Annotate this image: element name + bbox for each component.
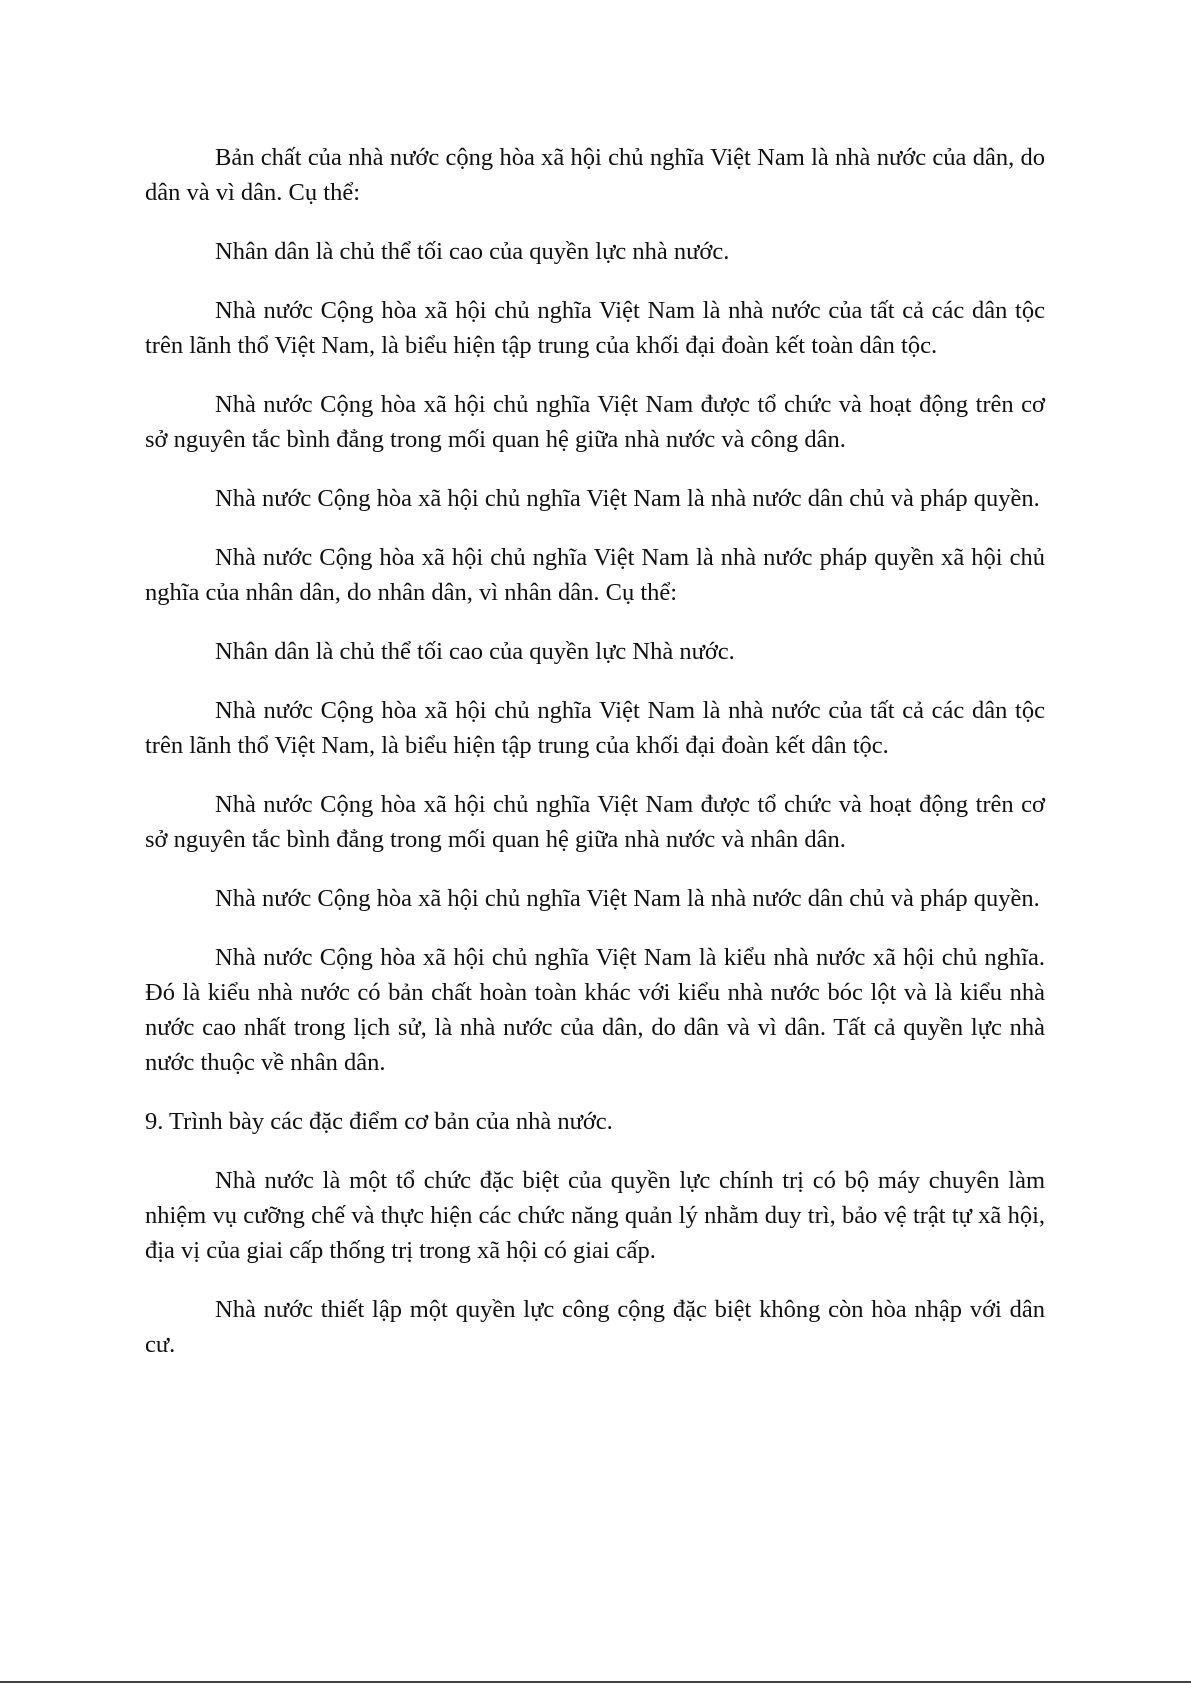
answer-paragraph: Nhà nước thiết lập một quyền lực công cộng đặc biệt không còn hòa nhập với dân cư.: [145, 1296, 1045, 1358]
paragraph: Nhà nước Cộng hòa xã hội chủ nghĩa Việt Nam là nhà nước của tất cả các dân tộc trên lãnh thổ Việt Nam, là biểu hiện tập trung của khối đại đoàn kết dân tộc.: [145, 697, 1045, 759]
paragraph: Nhà nước Cộng hòa xã hội chủ nghĩa Việt Nam được tổ chức và hoạt động trên cơ sở nguyên tắc bình đẳng trong mối quan hệ giữa nhà nước và công dân.: [145, 391, 1045, 453]
paragraph: Nhà nước Cộng hòa xã hội chủ nghĩa Việt Nam là nhà nước của tất cả các dân tộc trên lãnh thổ Việt Nam, là biểu hiện tập trung của khối đại đoàn kết toàn dân tộc.: [145, 297, 1045, 359]
paragraph: Nhà nước Cộng hòa xã hội chủ nghĩa Việt Nam là kiểu nhà nước xã hội chủ nghĩa. Đó là kiểu nhà nước có bản chất hoàn toàn khác với kiểu nhà nước bóc lột và là kiểu nhà nước cao nhất trong lịch sử, là nhà nước của dân, do dân và vì dân. Tất cả quyền lực nhà nước thuộc về nhân dân.: [145, 944, 1045, 1076]
paragraph: Bản chất của nhà nước cộng hòa xã hội chủ nghĩa Việt Nam là nhà nước của dân, do dân và vì dân. Cụ thể:: [145, 144, 1045, 206]
paragraph: Nhà nước Cộng hòa xã hội chủ nghĩa Việt Nam là nhà nước pháp quyền xã hội chủ nghĩa của nhân dân, do nhân dân, vì nhân dân. Cụ thể:: [145, 544, 1045, 606]
paragraph: Nhà nước Cộng hòa xã hội chủ nghĩa Việt Nam được tổ chức và hoạt động trên cơ sở nguyên tắc bình đẳng trong mối quan hệ giữa nhà nước và nhân dân.: [145, 791, 1045, 853]
paragraph: Nhân dân là chủ thể tối cao của quyền lực nhà nước.: [215, 238, 730, 265]
page-bottom-border: [0, 1681, 1191, 1683]
answer-paragraph: Nhà nước là một tổ chức đặc biệt của quyền lực chính trị có bộ máy chuyên làm nhiệm vụ cưỡng chế và thực hiện các chức năng quản lý nhằm duy trì, bảo vệ trật tự xã hội, địa vị của giai cấp thống trị trong xã hội có giai cấp.: [145, 1167, 1045, 1264]
paragraph: Nhà nước Cộng hòa xã hội chủ nghĩa Việt Nam là nhà nước dân chủ và pháp quyền.: [215, 485, 1040, 512]
question-heading: 9. Trình bày các đặc điểm cơ bản của nhà nước.: [145, 1108, 613, 1135]
paragraph: Nhân dân là chủ thể tối cao của quyền lực Nhà nước.: [215, 638, 735, 665]
paragraph: Nhà nước Cộng hòa xã hội chủ nghĩa Việt Nam là nhà nước dân chủ và pháp quyền.: [215, 885, 1040, 912]
document-body: [145, 140, 1045, 1386]
